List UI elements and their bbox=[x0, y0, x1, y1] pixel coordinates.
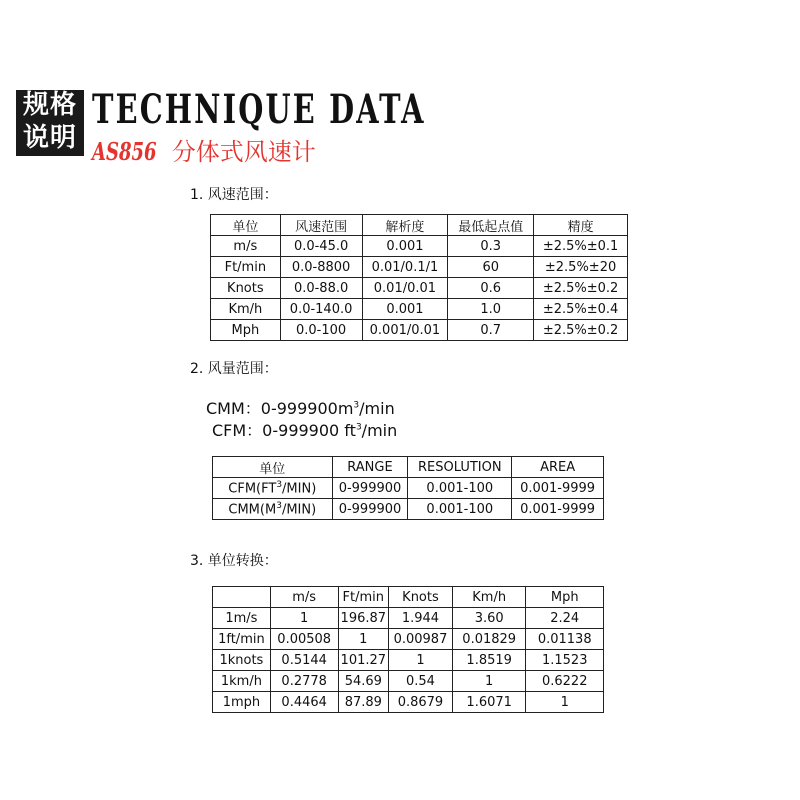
table-cell: 0.00508 bbox=[270, 629, 338, 650]
table-cell: Mph bbox=[211, 320, 281, 341]
header-cell: RESOLUTION bbox=[408, 457, 512, 478]
table-cell: 87.89 bbox=[338, 692, 389, 713]
table-cell: 1.6071 bbox=[452, 692, 526, 713]
header-cell: 单位 bbox=[213, 457, 333, 478]
badge-line-2: 说明 bbox=[22, 123, 77, 153]
table-cell: 0.0-45.0 bbox=[280, 236, 362, 257]
badge-line-1: 规格 bbox=[22, 90, 77, 120]
table-cell: 2.24 bbox=[526, 608, 604, 629]
header-cell: m/s bbox=[270, 587, 338, 608]
header-cell: RANGE bbox=[332, 457, 408, 478]
table-cell: 0.001 bbox=[362, 236, 448, 257]
table-cell: 0.4464 bbox=[270, 692, 338, 713]
table-cell: 0.0-100 bbox=[280, 320, 362, 341]
cmm-formula bbox=[206, 396, 395, 419]
table-cell: 1 bbox=[270, 608, 338, 629]
table-cell: 0.001-100 bbox=[408, 478, 512, 499]
table-row bbox=[213, 671, 604, 692]
unit-text: /MIN) bbox=[281, 502, 317, 518]
table-cell: 1knots bbox=[213, 650, 271, 671]
page-title: TECHNIQUE DATA bbox=[92, 86, 426, 133]
air-volume-table bbox=[212, 456, 604, 520]
cmm-prefix: CMM：0-999900m bbox=[206, 399, 354, 418]
table-cell: 0.01138 bbox=[526, 629, 604, 650]
section2-heading: 2. 风量范围： bbox=[190, 361, 278, 377]
header-cell: Mph bbox=[526, 587, 604, 608]
table-cell: 1 bbox=[389, 650, 453, 671]
table-cell: 0.001/0.01 bbox=[362, 320, 448, 341]
header-cell: AREA bbox=[512, 457, 604, 478]
table-header-row bbox=[213, 457, 604, 478]
cfm-superscript: 3 bbox=[355, 422, 362, 433]
table-cell: 1 bbox=[338, 629, 389, 650]
table-cell: 3.60 bbox=[452, 608, 526, 629]
table-cell: ±2.5%±0.2 bbox=[534, 320, 628, 341]
table-cell: 0.8679 bbox=[389, 692, 453, 713]
table-cell: 0.0-8800 bbox=[280, 257, 362, 278]
header-cell: 风速范围 bbox=[280, 215, 362, 236]
table-cell: 1.1523 bbox=[526, 650, 604, 671]
header-cell: 单位 bbox=[211, 215, 281, 236]
table-cell: Ft/min bbox=[211, 257, 281, 278]
table-cell: 0-999900 bbox=[332, 478, 408, 499]
table-cell: 1 bbox=[526, 692, 604, 713]
spec-badge bbox=[16, 90, 84, 156]
table-cell: 0.01/0.1/1 bbox=[362, 257, 448, 278]
header-cell: 精度 bbox=[534, 215, 628, 236]
table-cell: 1.8519 bbox=[452, 650, 526, 671]
table-row bbox=[211, 236, 628, 257]
header-cell: 最低起点值 bbox=[448, 215, 534, 236]
unit-text: /MIN) bbox=[282, 481, 317, 497]
table-row bbox=[213, 478, 604, 499]
table-cell bbox=[213, 499, 333, 520]
table-cell: 0.7 bbox=[448, 320, 534, 341]
cmm-superscript: 3 bbox=[353, 400, 360, 411]
product-subtitle bbox=[92, 132, 316, 167]
table-cell: ±2.5%±0.2 bbox=[534, 278, 628, 299]
unit-conversion-table bbox=[212, 586, 604, 713]
model-number: AS856 bbox=[92, 137, 157, 166]
table-header-row bbox=[211, 215, 628, 236]
table-cell: 1km/h bbox=[213, 671, 271, 692]
section1-heading: 1. 风速范围： bbox=[190, 187, 278, 203]
table-cell: 0.001-9999 bbox=[512, 478, 604, 499]
table-cell bbox=[213, 478, 333, 499]
table-cell: 0.001-100 bbox=[408, 499, 512, 520]
unit-text: CMM(M bbox=[228, 502, 277, 518]
header-cell: Knots bbox=[389, 587, 453, 608]
table-cell: 1ft/min bbox=[213, 629, 271, 650]
table-cell: 0.5144 bbox=[270, 650, 338, 671]
table-row bbox=[213, 608, 604, 629]
header-cell: Km/h bbox=[452, 587, 526, 608]
table-cell: 0.0-88.0 bbox=[280, 278, 362, 299]
cfm-suffix: /min bbox=[361, 421, 398, 440]
table-row bbox=[213, 499, 604, 520]
table-cell: 0.6222 bbox=[526, 671, 604, 692]
table-cell: Knots bbox=[211, 278, 281, 299]
unit-superscript: 3 bbox=[276, 500, 282, 511]
header-cell: Ft/min bbox=[338, 587, 389, 608]
table-cell: 0.2778 bbox=[270, 671, 338, 692]
table-row bbox=[213, 629, 604, 650]
table-cell: 54.69 bbox=[338, 671, 389, 692]
table-cell: 0.54 bbox=[389, 671, 453, 692]
table-cell: 0-999900 bbox=[332, 499, 408, 520]
cfm-formula bbox=[212, 418, 397, 441]
table-cell: 0.00987 bbox=[389, 629, 453, 650]
unit-superscript: 3 bbox=[276, 479, 283, 490]
table-cell: 0.3 bbox=[448, 236, 534, 257]
table-header-row bbox=[213, 587, 604, 608]
table-cell: 196.87 bbox=[338, 608, 389, 629]
table-cell: 0.001 bbox=[362, 299, 448, 320]
unit-text: CFM(FT bbox=[228, 481, 277, 497]
table-cell: 1.944 bbox=[389, 608, 453, 629]
table-cell: 101.27 bbox=[338, 650, 389, 671]
table-cell: 0.0-140.0 bbox=[280, 299, 362, 320]
table-cell: 0.001-9999 bbox=[512, 499, 604, 520]
table-row bbox=[211, 257, 628, 278]
table-cell: 1m/s bbox=[213, 608, 271, 629]
table-row bbox=[213, 650, 604, 671]
table-row bbox=[211, 299, 628, 320]
cfm-prefix: CFM：0-999900 ft bbox=[212, 421, 356, 440]
table-cell: ±2.5%±20 bbox=[534, 257, 628, 278]
table-cell: 0.6 bbox=[448, 278, 534, 299]
table-cell: 0.01/0.01 bbox=[362, 278, 448, 299]
product-name: 分体式风速计 bbox=[171, 138, 316, 166]
table-cell: 60 bbox=[448, 257, 534, 278]
table-cell: 0.01829 bbox=[452, 629, 526, 650]
header-cell bbox=[213, 587, 271, 608]
table-cell: Km/h bbox=[211, 299, 281, 320]
section3-heading: 3. 单位转换： bbox=[190, 553, 278, 569]
wind-speed-table bbox=[210, 214, 628, 341]
table-row bbox=[211, 320, 628, 341]
table-cell: 1mph bbox=[213, 692, 271, 713]
table-cell: 1 bbox=[452, 671, 526, 692]
table-cell: ±2.5%±0.4 bbox=[534, 299, 628, 320]
header-cell: 解析度 bbox=[362, 215, 448, 236]
table-row bbox=[211, 278, 628, 299]
table-cell: 1.0 bbox=[448, 299, 534, 320]
cmm-suffix: /min bbox=[359, 399, 395, 418]
table-cell: ±2.5%±0.1 bbox=[534, 236, 628, 257]
table-row bbox=[213, 692, 604, 713]
table-cell: m/s bbox=[211, 236, 281, 257]
